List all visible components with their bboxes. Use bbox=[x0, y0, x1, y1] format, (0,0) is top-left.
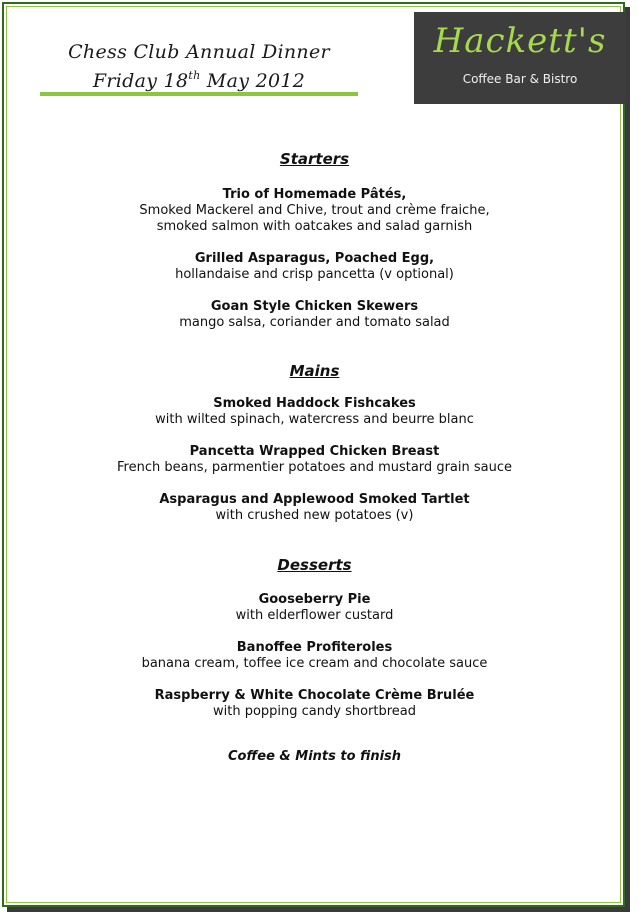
section-desserts bbox=[0, 554, 629, 720]
event-date bbox=[40, 64, 358, 93]
dish-name: Pancetta Wrapped Chicken Breast bbox=[189, 444, 440, 459]
dish-description: with wilted spinach, watercress and beurre blanc bbox=[155, 412, 474, 427]
dish-description: Smoked Mackerel and Chive, trout and crème fraiche, bbox=[139, 203, 490, 218]
menu-item bbox=[0, 591, 629, 624]
event-date-ordinal: th bbox=[188, 69, 201, 82]
dish-name: Raspberry & White Chocolate Crème Brulée bbox=[154, 688, 475, 703]
dish-description: smoked salmon with oatcakes and salad garnish bbox=[156, 219, 473, 234]
menu-item bbox=[0, 687, 629, 720]
dish-name: Banoffee Profiteroles bbox=[236, 640, 393, 655]
closing-note: Coffee & Mints to finish bbox=[227, 749, 402, 764]
restaurant-logo bbox=[414, 12, 626, 104]
logo-tagline: Coffee Bar & Bistro bbox=[462, 72, 578, 86]
event-date-month-year: May 2012 bbox=[200, 70, 306, 92]
section-heading: Desserts bbox=[277, 556, 352, 574]
section-heading: Mains bbox=[289, 362, 340, 380]
dish-description: with popping candy shortbread bbox=[212, 704, 417, 719]
menu-item bbox=[0, 250, 629, 283]
dish-name: Asparagus and Applewood Smoked Tartlet bbox=[159, 492, 470, 507]
menu-item bbox=[0, 443, 629, 476]
event-name: Chess Club Annual Dinner bbox=[68, 41, 330, 63]
dish-description: mango salsa, coriander and tomato salad bbox=[179, 315, 450, 330]
menu-item bbox=[0, 186, 629, 235]
section-mains bbox=[0, 360, 629, 524]
menu-item bbox=[0, 491, 629, 524]
section-starters bbox=[0, 148, 629, 331]
title-underline bbox=[40, 92, 358, 96]
dish-description: French beans, parmentier potatoes and mustard grain sauce bbox=[117, 460, 512, 475]
dish-name: Gooseberry Pie bbox=[258, 592, 371, 607]
dish-name: Grilled Asparagus, Poached Egg, bbox=[194, 251, 435, 266]
event-date-day: Friday 18 bbox=[92, 70, 189, 92]
dish-name: Smoked Haddock Fishcakes bbox=[213, 396, 416, 411]
menu-item bbox=[0, 639, 629, 672]
dish-name: Trio of Homemade Pâtés, bbox=[222, 187, 407, 202]
section-heading: Starters bbox=[279, 150, 350, 168]
dish-name: Goan Style Chicken Skewers bbox=[210, 299, 419, 314]
dish-description: with crushed new potatoes (v) bbox=[215, 508, 414, 523]
event-title bbox=[40, 40, 358, 93]
menu-item bbox=[0, 395, 629, 428]
dish-description: banana cream, toffee ice cream and chocolate sauce bbox=[141, 656, 488, 671]
dish-description: hollandaise and crisp pancetta (v optional) bbox=[175, 267, 454, 282]
menu-content bbox=[0, 148, 629, 765]
menu-item bbox=[0, 298, 629, 331]
logo-wordmark: Hackett's bbox=[433, 21, 607, 61]
dish-description: with elderflower custard bbox=[235, 608, 394, 623]
